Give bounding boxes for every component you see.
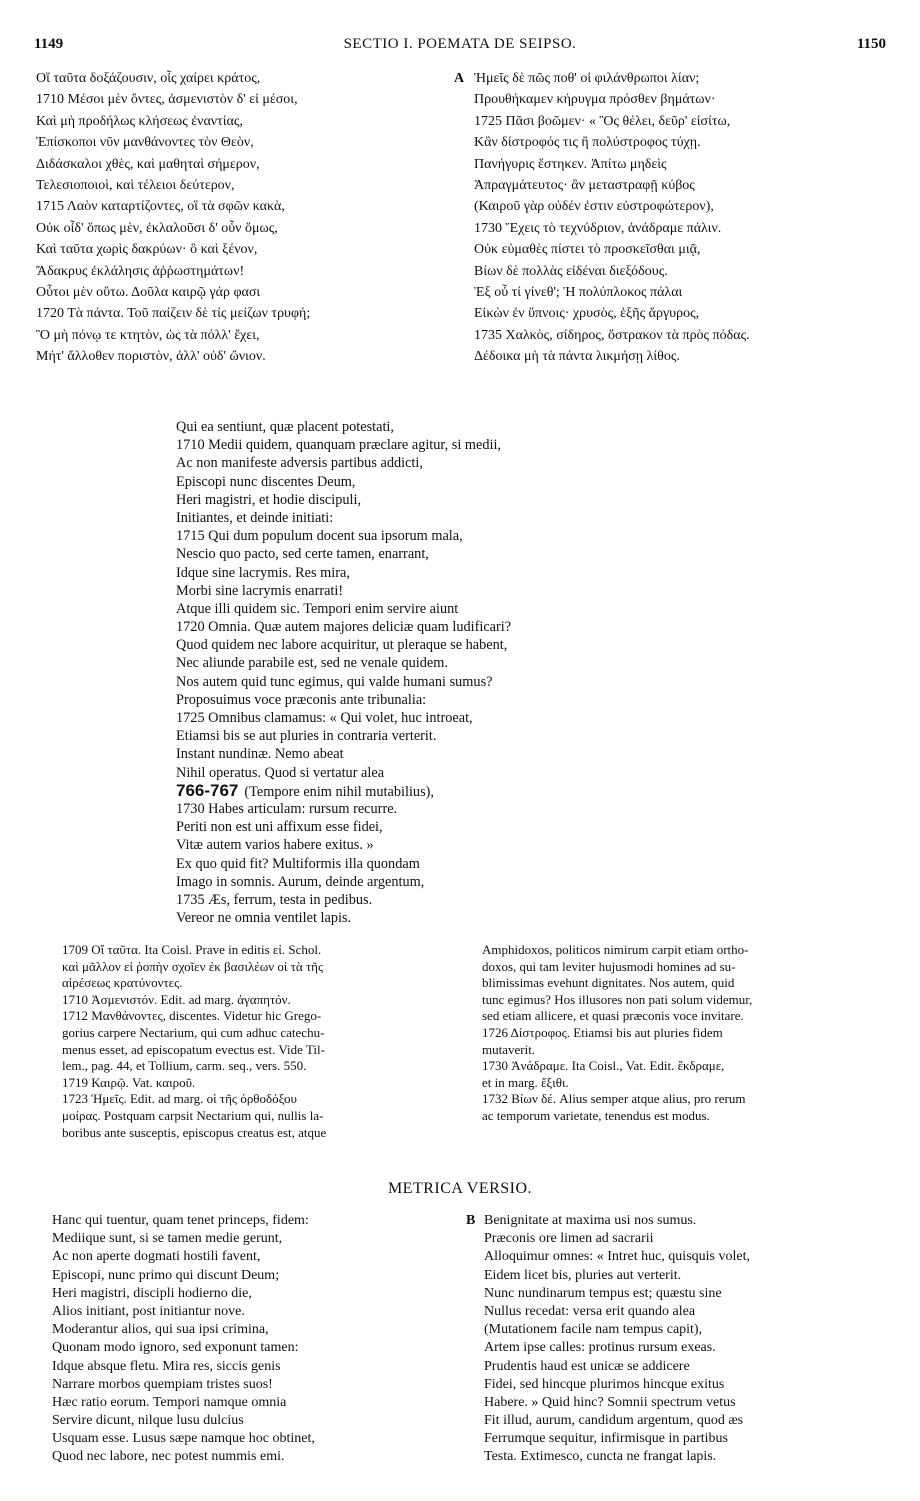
latin-verse-line: 1730 Habes articulam: rursum recurre. xyxy=(176,800,398,817)
footnote-line: 1712 Μανθάνοντες, discentes. Videtur hic Grego- xyxy=(62,1008,322,1024)
running-header xyxy=(34,36,886,56)
metrica-verse-line: Heri magistri, discipli hodierno die, xyxy=(52,1285,252,1301)
greek-verse-line: Ἐξ οὗ τί γίνεθ'; Ἡ πολύπλοκος πάλαι xyxy=(474,284,683,300)
metrica-verse-line: Hæc ratio eorum. Tempori namque omnia xyxy=(52,1394,287,1410)
metrica-verse-line: Alios initiant, post initiantur nove. xyxy=(52,1303,245,1319)
greek-verse-line: Ὃ μὴ πόνῳ τε κτητὸν, ὡς τὰ πόλλ' ἔχει, xyxy=(36,327,260,343)
footnote-line: 1732 Βίων δέ. Alius semper atque alius, pro rerum xyxy=(482,1091,746,1107)
footnote-line: 1709 Οἵ ταῦτα. Ita Coisl. Prave in editis εἰ. Schol. xyxy=(62,942,322,957)
greek-verse-line: Δέδοικα μὴ τὰ πάντα λικμήσῃ λίθος. xyxy=(474,349,680,365)
greek-verse-line: Οὗτοι μὲν οὕτω. Δοῦλα καιρῷ γάρ φασι xyxy=(36,284,261,300)
latin-verse-line: Imago in somnis. Aurum, deinde argentum, xyxy=(176,873,425,890)
latin-verse-line: Instant nundinæ. Nemo abeat xyxy=(176,746,344,763)
greek-verse-line: Οὐκ οἶδ' ὅπως μὲν, ἐκλαλοῦσι δ' οὖν ὅμως, xyxy=(36,220,278,236)
metrica-verse-line: Servire dicunt, nilque lusu dulcius xyxy=(52,1413,244,1429)
metrica-verse-line: Nunc nundinarum tempus est; quæstu sine xyxy=(484,1285,722,1301)
metrica-verse-line: Nullus recedat: versa erit quando alea xyxy=(484,1303,696,1319)
metrica-verse-line: Hanc qui tuentur, quam tenet princeps, fidem: xyxy=(52,1213,309,1228)
greek-verse-line: Προυθήκαμεν κήρυγμα πρόσθεν βημάτων· xyxy=(474,92,716,108)
column-reference-number: 766-767 xyxy=(176,780,239,800)
greek-verse-line: 1710 Μέσοι μὲν ὄντες, ἀσμενιστὸν δ' εἰ μέσοι, xyxy=(36,92,298,108)
metrica-verse-line: Præconis ore limen ad sacrarii xyxy=(484,1231,654,1247)
footnote-line: gorius carpere Nectarium, qui cum adhuc catechu- xyxy=(62,1024,325,1040)
footnote-line: boribus ante susceptis, episcopus creatus est, atque xyxy=(62,1124,327,1140)
metrica-verse-line: Fit illud, aurum, candidum argentum, quod æs xyxy=(484,1413,744,1429)
footnote-line: 1723 Ἡμεῖς. Edit. ad marg. οἱ τῆς ὀρθοδόξου xyxy=(62,1091,297,1107)
latin-verse-line: Vitæ autem varios habere exitus. » xyxy=(176,837,374,854)
metrica-verse-line: Ferrumque sequitur, infirmisque in partibus xyxy=(484,1431,729,1447)
footnote-line: 1730 Ἀνάδραμε. Ita Coisl., Vat. Edit. ἔκδραμε, xyxy=(482,1058,725,1074)
metrica-verse-line: Usquam esse. Lusus sæpe namque hoc obtinet, xyxy=(52,1431,315,1447)
footnote-line: καὶ μᾶλλον εἰ ῥοπὴν σχοῖεν ἐκ βασιλέων οἱ τὰ τῆς xyxy=(62,958,324,974)
footnote-line: αἱρέσεως κρατύνοντες. xyxy=(62,975,183,991)
footnote-line: Amphidoxos, politicos nimirum carpit etiam ortho- xyxy=(482,942,749,957)
greek-verse-line: 1730 Ἔχεις τὸ τεχνύδριον, ἀνάδραμε πάλιν. xyxy=(474,220,722,236)
greek-verse-line: Κἂν δίστροφός τις ἢ πολύστροφος τύχῃ. xyxy=(474,135,701,151)
metrica-right-column xyxy=(466,1212,886,1467)
latin-verse-text: (Tempore enim nihil mutabilius), xyxy=(244,783,434,800)
section-title: SECTIO I. POEMATA DE SEIPSO. xyxy=(343,36,577,52)
latin-translation xyxy=(176,418,736,927)
metrica-verse-line: Idque absque fletu. Mira res, siccis genis xyxy=(52,1358,281,1374)
metrica-verse-line: Prudentis haud est unicæ se addicere xyxy=(484,1358,690,1374)
greek-text-left-column xyxy=(36,68,436,367)
metrica-left-column xyxy=(52,1212,452,1467)
greek-verse-line: Βίων δὲ πολλὰς εἰδέναι διεξόδους. xyxy=(474,263,668,279)
greek-verse-line: Καὶ μὴ προδήλως κλήσεως ἐναντίας, xyxy=(36,113,243,129)
greek-verse-line: 1715 Λαὸν καταρτίζοντες, οἳ τὰ σφῶν κακὰ, xyxy=(36,199,285,215)
greek-verse-line: Οὐκ εὐμαθὲς πίστει τὸ προσκεῖσθαι μιᾷ, xyxy=(474,242,701,258)
footnote-line: et in marg. ἔξιθι. xyxy=(482,1074,569,1090)
greek-verse-line: Οἵ ταῦτα δοξάζουσιν, οἷς χαίρει κράτος, xyxy=(36,71,261,86)
metrica-verse-line: Eidem licet bis, pluries aut verterit. xyxy=(484,1267,682,1283)
footnote-line: 1719 Καιρῷ. Vat. καιροῦ. xyxy=(62,1074,196,1090)
footnote-line: tunc egimus? Hos illusores non pati solum videmur, xyxy=(482,991,753,1007)
greek-verse-line: Καὶ ταῦτα χωρὶς δακρύων· ὃ καὶ ξένον, xyxy=(36,242,258,258)
greek-verse-line: Ἄδακρυς ἐκλάλησις ἀῤῥωστημάτων! xyxy=(36,263,245,279)
latin-verse-line: Quod quidem nec labore acquiritur, ut pleraque se habent, xyxy=(176,637,508,654)
latin-verse-line: Nihil operatus. Quod si vertatur alea xyxy=(176,764,385,781)
footnote-line: ac temporum varietate, tenendus est modus. xyxy=(482,1107,710,1123)
footnote-line: menus esset, ad episcopatum evectus est. Vide Til- xyxy=(62,1041,325,1057)
metrica-verse-line: Habere. » Quid hinc? Somnii spectrum vetus xyxy=(484,1394,736,1410)
footnote-line: 1726 Δίστροφος. Etiamsi bis aut pluries fidem xyxy=(482,1024,723,1040)
footnote-line: μοίρας. Postquam carpsit Nectarium qui, nullis la- xyxy=(62,1107,324,1123)
greek-verse-line: Τελεσιοποιοὶ, καὶ τέλειοι δεύτερον, xyxy=(36,177,235,193)
greek-verse-line: Διδάσκαλοι χθὲς, καὶ μαθηταὶ σήμερον, xyxy=(36,156,260,172)
latin-verse-line: Episcopi nunc discentes Deum, xyxy=(176,473,356,490)
footnote-line: doxos, qui tam leviter hujusmodi homines ad su- xyxy=(482,958,736,974)
metrica-verse-line: Artem ipse calles: protinus rursum exeas. xyxy=(484,1340,716,1356)
latin-verse-line: Idque sine lacrymis. Res mira, xyxy=(176,564,350,581)
footnotes-left-column xyxy=(62,942,458,1141)
greek-text-right-column xyxy=(456,68,896,367)
metrica-verse-line: Moderantur alios, qui sua ipsi crimina, xyxy=(52,1322,269,1338)
greek-verse-line: Μήτ' ἄλλοθεν ποριστὸν, ἀλλ' οὐδ' ὤνιον. xyxy=(36,349,266,365)
latin-verse-line: Atque illi quidem sic. Tempori enim servire aiunt xyxy=(176,600,459,617)
greek-verse-line: Ἡμεῖς δὲ πῶς ποθ' οἱ φιλάνθρωποι λίαν; xyxy=(474,71,700,86)
metrica-verse-line: Quod nec labore, nec potest nummis emi. xyxy=(52,1449,285,1465)
column-marker-a: A xyxy=(454,71,465,86)
footnote-line: lem., pag. 44, et Tollium, carm. seq., vers. 550. xyxy=(62,1058,307,1074)
footnotes-right-column xyxy=(482,942,898,1125)
metrica-verse-line: Alloquimur omnes: « Intret huc, quisquis volet, xyxy=(484,1249,750,1265)
greek-verse-line: 1735 Χαλκὸς, σίδηρος, ὄστρακον τὰ πρὸς πόδας. xyxy=(474,327,750,343)
metrica-verse-line: Testa. Extimesco, cuncta ne frangat lapis. xyxy=(484,1449,717,1465)
footnote-line: blimissimas evehunt dignitates. Nos autem, quid xyxy=(482,975,735,991)
footnote-line: mutaverit. xyxy=(482,1041,536,1057)
greek-verse-line: Ἐπίσκοποι νῦν μανθάνοντες τὸν Θεὸν, xyxy=(36,135,254,151)
metrica-verse-line: Episcopi, nunc primo qui discunt Deum; xyxy=(52,1267,280,1283)
metrica-verse-line: Mediique sunt, si se tamen medie gerunt, xyxy=(52,1231,283,1247)
footnote-line: 1710 Ἀσμενιστόν. Edit. ad marg. ἀγαπητόν. xyxy=(62,991,291,1007)
latin-verse-line: 1715 Qui dum populum docent sua ipsorum mala, xyxy=(176,528,463,545)
latin-verse-line: Nescio quo pacto, sed certe tamen, enarrant, xyxy=(176,546,429,563)
latin-verse-line: Initiantes, et deinde initiati: xyxy=(176,509,334,526)
latin-verse-line: Vereor ne omnia ventilet lapis. xyxy=(176,910,352,927)
metrica-verse-line: Ac non aperte dogmati hostili favent, xyxy=(52,1249,261,1265)
metrica-verse-line: Benignitate at maxima usi nos sumus. xyxy=(484,1213,697,1228)
latin-verse-line: 1710 Medii quidem, quanquam præclare agitur, si medii, xyxy=(176,437,502,454)
latin-verse-line: Nos autem quid tunc egimus, qui valde humani sumus? xyxy=(176,673,493,690)
latin-verse-line: Ex quo quid fit? Multiformis illa quondam xyxy=(176,855,420,872)
metrica-verse-line: Fidei, sed hincque plurimos hincque exitus xyxy=(484,1376,725,1392)
metrica-verse-line: Narrare morbos quempiam tristes suos! xyxy=(52,1376,273,1392)
latin-verse-line: Ac non manifeste adversis partibus addicti, xyxy=(176,455,423,472)
latin-verse-line: Proposuimus voce præconis ante tribunalia: xyxy=(176,691,427,708)
latin-verse-line: Nec aliunde parabile est, sed ne venale quidem. xyxy=(176,655,448,672)
latin-verse-line-with-column-ref xyxy=(176,782,736,800)
right-page-number: 1150 xyxy=(856,36,886,52)
greek-verse-line: Εἰκὼν ἐν ὕπνοις· χρυσὸς, ἑξῆς ἄργυρος, xyxy=(474,306,700,322)
footnote-line: sed etiam allicere, et quasi præconis voce invitare. xyxy=(482,1008,744,1024)
latin-verse-line: 1735 Æs, ferrum, testa in pedibus. xyxy=(176,891,373,908)
latin-verse-line: Etiamsi bis se aut pluries in contraria verterit. xyxy=(176,728,437,745)
metrica-verse-line: (Mutationem facile nam tempus capit), xyxy=(484,1322,703,1338)
greek-verse-line: 1725 Πᾶσι βοῶμεν· « Ὃς θέλει, δεῦρ' εἰσίτω, xyxy=(474,113,731,129)
latin-verse-line: Heri magistri, et hodie discipuli, xyxy=(176,491,362,508)
latin-verse-line: Morbi sine lacrymis enarrati! xyxy=(176,582,344,599)
left-page-number: 1149 xyxy=(34,36,64,52)
greek-verse-line: Πανήγυρις ἕστηκεν. Ἀπίτω μηδεὶς xyxy=(474,156,667,172)
greek-verse-line: 1720 Τὰ πάντα. Τοῦ παίζειν δὲ τίς μείζων τρυφή; xyxy=(36,306,311,322)
column-marker-b: B xyxy=(466,1213,476,1228)
latin-verse-line: 1720 Omnia. Quæ autem majores deliciæ quam ludificari? xyxy=(176,619,512,636)
greek-verse-line: Ἀπραγμάτευτος· ἂν μεταστραφῇ κύβος xyxy=(474,177,695,193)
greek-verse-line: (Καιροῦ γὰρ οὐδέν ἐστιν εὐστροφώτερον), xyxy=(474,199,714,215)
latin-verse-line: 1725 Omnibus clamamus: « Qui volet, huc introeat, xyxy=(176,710,473,726)
metrica-verse-line: Quonam modo ignoro, sed exponunt tamen: xyxy=(52,1340,299,1356)
latin-verse-line: Periti non est uni affixum esse fidei, xyxy=(176,819,383,836)
metrica-versio-title: METRICA VERSIO. xyxy=(387,1180,533,1197)
latin-verse-line: Qui ea sentiunt, quæ placent potestati, xyxy=(176,419,394,435)
